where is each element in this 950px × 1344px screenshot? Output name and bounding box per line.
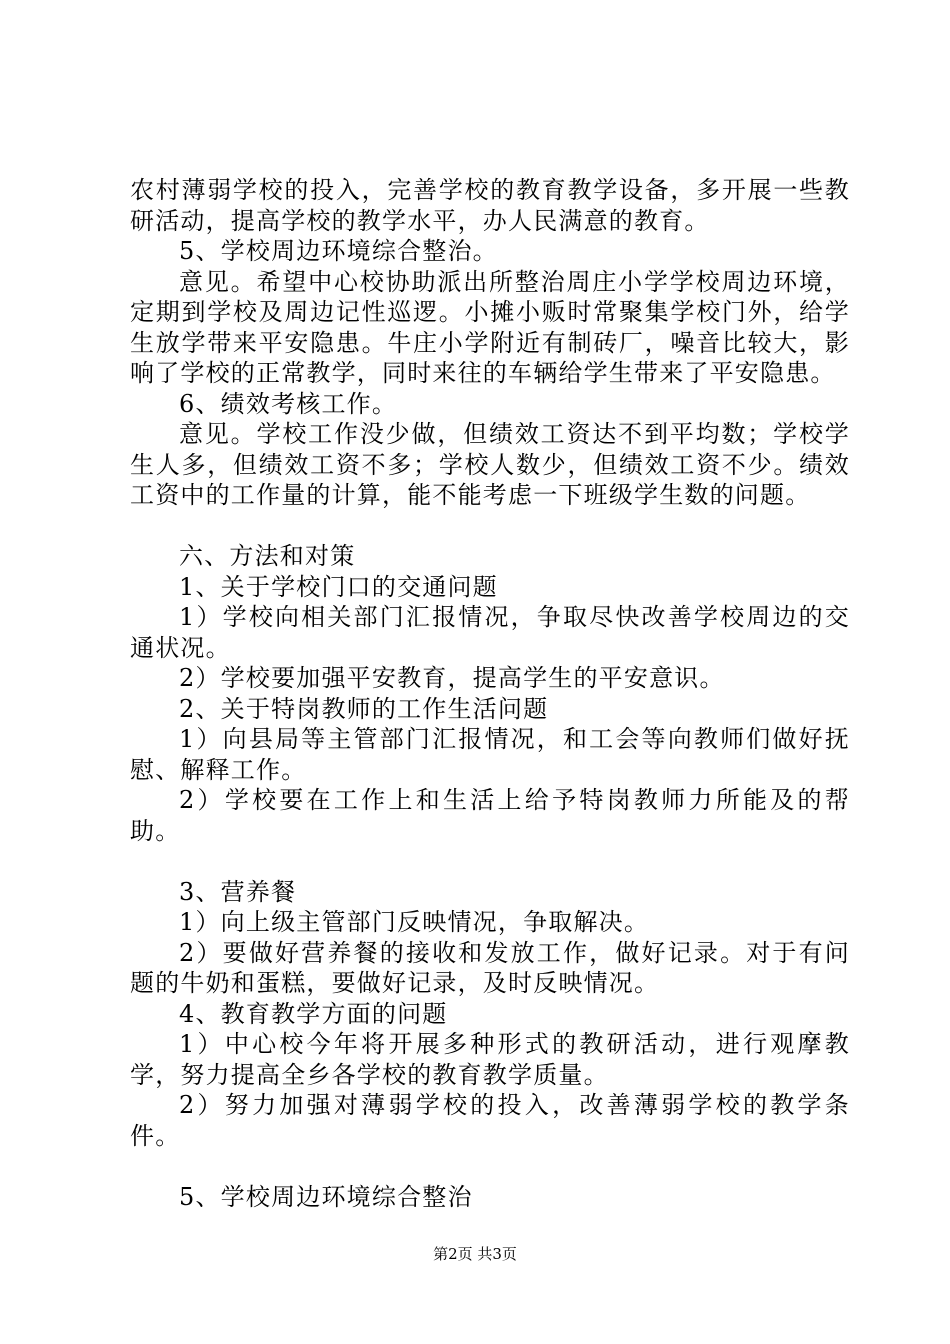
section-heading: 6、绩效考核工作。 xyxy=(179,389,398,418)
list-item: 1）向县局等主管部门汇报情况，和工会等向教师们做好抚慰、解释工作。 xyxy=(130,725,850,784)
list-item: 1）向上级主管部门反映情况，争取解决。 xyxy=(179,908,650,936)
paragraph: 意见。希望中心校协助派出所整治周庄小学学校周边环境，定期到学校及周边记性巡逻。小摊小贩时常聚集学校门外，给学生放学带来平安隐患。牛庄小学附近有制砖厂，噪音比较大，影响了学校的正常教学，同时来往的车辆给学生带来了平安隐患。 xyxy=(130,267,850,387)
list-item: 1）中心校今年将开展多种形式的教研活动，进行观摩教学，努力提高全乡各学校的教育教学质量。 xyxy=(130,1030,850,1089)
list-item: 2）努力加强对薄弱学校的投入，改善薄弱学校的教学条件。 xyxy=(130,1091,850,1150)
paragraph: 意见。学校工作没少做，但绩效工资达不到平均数；学校学生人多，但绩效工资不多；学校人数少，但绩效工资不少。绩效工资中的工作量的计算，能不能考虑一下班级学生数的问题。 xyxy=(130,420,850,509)
section-heading: 1、关于学校门口的交通问题 xyxy=(179,572,498,601)
paragraph: 农村薄弱学校的投入，完善学校的教育教学设备，多开展一些教研活动，提高学校的教学水平，办人民满意的教育。 xyxy=(130,176,850,235)
page-number-footer: 第2页 共3页 xyxy=(433,1245,517,1263)
list-item: 2）学校要加强平安教育，提高学生的平安意识。 xyxy=(179,664,725,692)
chapter-heading: 六、方法和对策 xyxy=(179,542,356,570)
section-heading: 4、教育教学方面的问题 xyxy=(179,999,448,1028)
list-item: 2）学校要在工作上和生活上给予特岗教师力所能及的帮助。 xyxy=(130,786,850,845)
list-item: 2）要做好营养餐的接收和发放工作，做好记录。对于有问题的牛奶和蛋糕，要做好记录，及时反映情况。 xyxy=(130,938,850,997)
section-heading: 2、关于特岗教师的工作生活问题 xyxy=(179,694,549,723)
section-heading: 3、营养餐 xyxy=(179,877,297,906)
document-body xyxy=(130,175,850,1212)
list-item: 1）学校向相关部门汇报情况，争取尽快改善学校周边的交通状况。 xyxy=(130,603,850,662)
section-heading: 5、学校周边环境综合整治 xyxy=(179,1182,473,1211)
section-heading: 5、学校周边环境综合整治。 xyxy=(179,237,498,265)
